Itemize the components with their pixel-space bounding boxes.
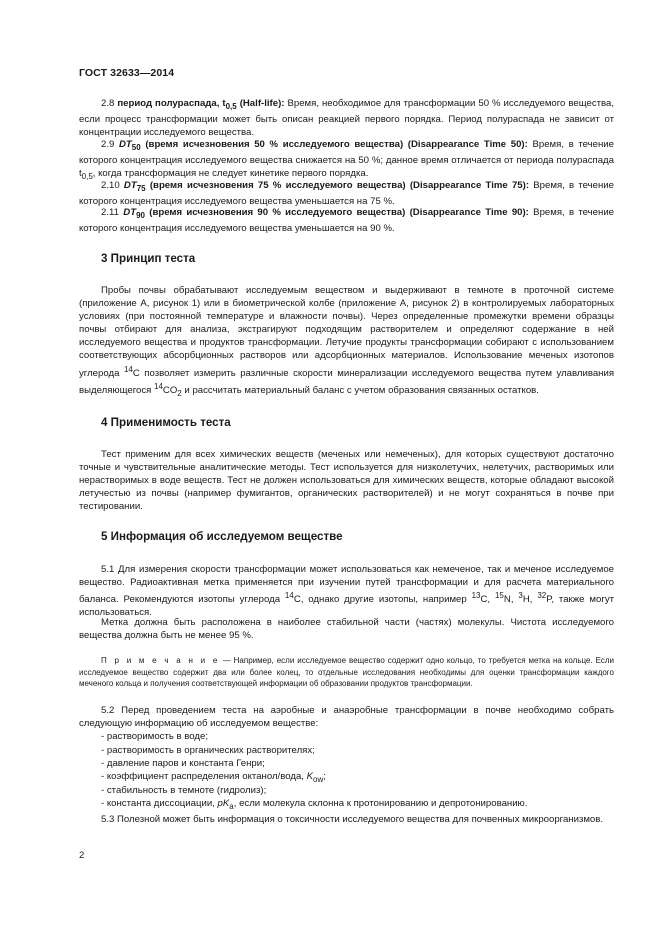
clause-5-1: 5.1 Для измерения скорости трансформации может использоваться как немеченое, так и меченое исследуемое вещество. Радиоактивная метка применяется при изучении путей трансформации и для расчета материального баланса. Рекомендуются изотопы углерода $^{14}$C, однако другие изотопы, например $^{13}$C, $^{15}$N, $^3$H, $^{32}$P, также могут использоваться. <box>79 564 615 619</box>
list-item: - давление паров и константа Генри; <box>101 758 265 769</box>
list-item: - растворимость в воде; <box>101 731 209 742</box>
clause-5-1-label-purity: Метка должна быть расположена в наиболее стабильной части (частях) молекулы. Чистота исследуемого вещества должна быть не менее 95 %. <box>79 617 614 642</box>
list-item: - стабильность в темноте (гидролиз); <box>101 785 267 796</box>
definition-2-11: 2.11 $DT_{90}$ (время исчезновения 90 % исследуемого вещества) (Disappearance Time 90): Время, в течение которого концентрация исследуемого вещества уменьшается на 90 %. <box>79 207 615 234</box>
clause-5-2: 5.2 Перед проведением теста на аэробные и анаэробные трансформации в почве необходимо собрать следующую информацию об исследуемом веществе: <box>79 705 614 730</box>
definition-2-10: 2.10 $DT_{75}$ (время исчезновения 75 % исследуемого вещества) (Disappearance Time 75): Время, в течение которого концентрация исследуемого вещества уменьшается на 75 %. <box>79 180 615 207</box>
definition-2-8: 2.8 период полураспада, $t_{0,5}$ (Half-life): Время, необходимое для трансформации 50 % исследуемого вещества, если процесс трансформации может быть описан реакцией первого порядка. Период полураспада не зависит от концентрации исследуемого вещества. <box>79 98 615 139</box>
section-4-heading: 4 Применимость теста <box>101 416 231 429</box>
list-item: - растворимость в органических растворителях; <box>101 745 315 756</box>
section-3-heading: 3 Принцип теста <box>101 252 196 265</box>
list-item: - коэффициент распределения октанол/вода, $K_{ow}$; <box>101 771 326 784</box>
clause-5-3: 5.3 Полезной может быть информация о токсичности исследуемого вещества для почвенных микроорганизмов. <box>101 814 604 825</box>
list-item: - константа диссоциации, $pK_a$, если молекула склонна к протонированию и депротонированию. <box>101 798 528 811</box>
page-number: 2 <box>79 850 85 861</box>
document-header: ГОСТ 32633—2014 <box>79 67 175 79</box>
definition-2-9: 2.9 $DT_{50}$ (время исчезновения 50 % исследуемого вещества) (Disappearance Time 50): Время, в течение которого концентрация исследуемого вещества снижается на 50 %; данное время отличается от периода полураспада $t_{0,5}$, когда трансформация не следует кинетике первого порядка. <box>79 139 615 181</box>
section-4-paragraph: Тест применим для всех химических веществ (меченых или немеченых), для которых существуют достаточно точные и чувствительные аналитические методы. Тест используется для низколетучих, нелетучих, растворимых или нерастворимых в воде веществ. Тест не должен использоваться для химических веществ, которые обладают высокой летучестью из почвы (например фумигантов, органических растворителей) и не могут сохраняться в почве при тестировании. <box>79 449 614 513</box>
section-5-heading: 5 Информация об исследуемом веществе <box>101 530 343 543</box>
note-5-1: П р и м е ч а н и е — Например, если исследуемое вещество содержит одно кольцо, то требуется метка на кольце. Если исследуемое вещество содержит два или более колец, то отдельные исследования необходимы для оценки трансформации каждого меченого кольца и получения соответствующей информации об образовании продуктов трансформации. <box>79 656 614 689</box>
section-3-paragraph: Пробы почвы обрабатывают исследуемым веществом и выдерживают в темноте в проточной системе (приложение А, рисунок 1) или в биометрической колбе (приложение А, рисунок 2) в контролируемых лабораторных условиях (при постоянной температуре и влажности почвы). Через определенные промежутки времени образцы почвы отбирают для анализа, экстрагируют подходящим растворителем и определяют содержание в ней исследуемого вещества и продуктов трансформации. Летучие продукты трансформации собирают с использованием соответствующих абсорбционных растворов или адсорбционных материалов. Использование меченых изотопов углерода $^{14}$C позволяет измерить различные скорости минерализации исследуемого вещества путем улавливания выделяющегося $^{14}CO_2$ и рассчитать материальный баланс с учетом образования связанных остатков. <box>79 285 615 398</box>
